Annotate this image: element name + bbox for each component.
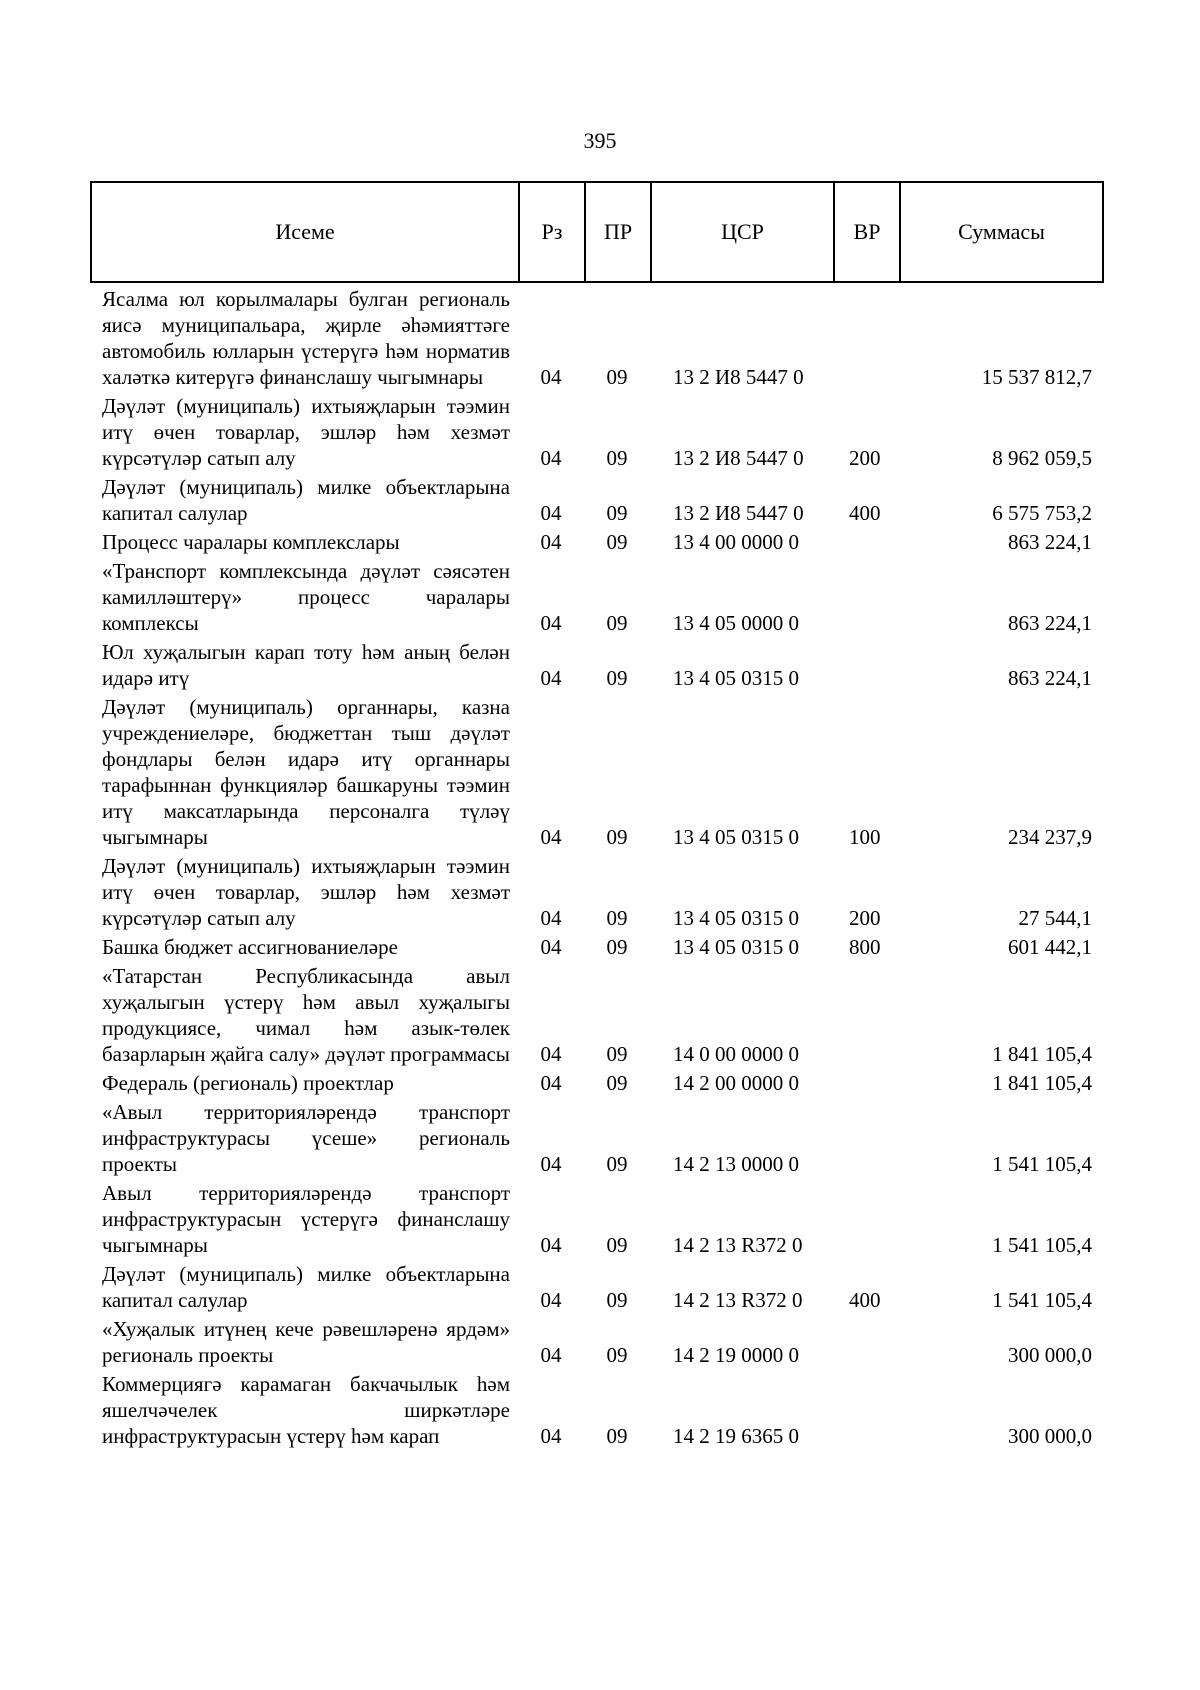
cell-name: Юл хуҗалыгын карап тоту һәм аның белән идарә итү: [102, 640, 510, 690]
cell-name: «Транспорт комплексында дәүләт сәясәтен камилләштерү» процесс чаралары комплексы: [102, 559, 510, 635]
cell-name: Дәүләт (муниципаль) милке объектларына капитал салулар: [102, 475, 510, 525]
cell-csr: 13 2 И8 5447 0: [673, 501, 804, 525]
cell-name: Дәүләт (муниципаль) милке объектларына капитал салулар: [102, 1262, 510, 1312]
cell-sum: 8 962 059,5: [992, 446, 1092, 470]
table-row: [90, 1068, 1102, 1097]
cell-pr: 09: [606, 1424, 628, 1448]
cell-pr: 09: [606, 1343, 628, 1367]
cell-rz: 04: [540, 1071, 562, 1095]
cell-name: Дәүләт (муниципаль) органнары, казна учреждениеләре, бюджеттан тыш дәүләт фондлары белән идарә итү органнары тарафыннан функцияләр башкаруны тәэмин итү максатларында персоналга түләү чыгымнары: [102, 695, 510, 849]
cell-sum: 300 000,0: [1008, 1424, 1092, 1448]
table-row: [90, 932, 1102, 961]
header-vr: ВР: [834, 182, 900, 282]
cell-pr: 09: [606, 501, 628, 525]
cell-vr: 400: [849, 501, 881, 525]
cell-csr: 14 2 19 0000 0: [673, 1343, 799, 1367]
cell-name: Дәүләт (муниципаль) ихтыяҗларын тәэмин итү өчен товарлар, эшләр һәм хезмәт күрсәтүләр сатып алу: [102, 394, 510, 470]
cell-rz: 04: [540, 1288, 562, 1312]
header-rz: Рз: [519, 182, 585, 282]
cell-name: Ясалма юл корылмалары булган региональ яисә муниципальара, җирле әһәмияттәге автомобиль юлларын үстерүгә һәм норматив халәткә китерүгә финанслашу чыгымнары: [102, 287, 510, 389]
cell-pr: 09: [606, 611, 628, 635]
cell-vr: [833, 1314, 899, 1369]
cell-rz: 04: [540, 825, 562, 849]
cell-rz: 04: [540, 1233, 562, 1257]
cell-vr: 200: [849, 906, 881, 930]
cell-rz: 04: [540, 1343, 562, 1367]
table-row: [90, 1314, 1102, 1369]
cell-csr: 13 4 05 0000 0: [673, 611, 799, 635]
page-number: 395: [583, 128, 617, 153]
cell-sum: 234 237,9: [1008, 825, 1092, 849]
header-csr: ЦСР: [651, 182, 834, 282]
cell-rz: 04: [540, 1424, 562, 1448]
cell-pr: 09: [606, 1288, 628, 1312]
cell-sum: 1 541 105,4: [992, 1233, 1092, 1257]
table-row: [90, 851, 1102, 932]
cell-name: Коммерциягә карамаган бакчачылык һәм яшелчәчелек ширкәтләре инфраструктурасын үстерү һәм карап: [102, 1372, 510, 1448]
cell-sum: 300 000,0: [1008, 1343, 1092, 1367]
table-row: [90, 1178, 1102, 1259]
budget-table: [90, 284, 1102, 1450]
cell-csr: 14 0 00 0000 0: [673, 1042, 799, 1066]
cell-vr: [833, 1068, 899, 1097]
table-row: [90, 692, 1102, 851]
cell-vr: [833, 1178, 899, 1259]
cell-csr: 13 2 И8 5447 0: [673, 365, 804, 389]
cell-pr: 09: [606, 1071, 628, 1095]
cell-vr: 800: [849, 935, 881, 959]
cell-csr: 13 4 00 0000 0: [673, 530, 799, 554]
cell-csr: 13 4 05 0315 0: [673, 825, 799, 849]
cell-sum: 27 544,1: [1018, 906, 1092, 930]
cell-rz: 04: [540, 1042, 562, 1066]
cell-sum: 1 541 105,4: [992, 1152, 1092, 1176]
cell-rz: 04: [540, 446, 562, 470]
cell-pr: 09: [606, 1233, 628, 1257]
table-row: [90, 284, 1102, 391]
cell-rz: 04: [540, 906, 562, 930]
cell-pr: 09: [606, 1152, 628, 1176]
header-name: Исеме: [91, 182, 519, 282]
cell-pr: 09: [606, 666, 628, 690]
header-sum: Суммасы: [900, 182, 1103, 282]
cell-sum: 863 224,1: [1008, 611, 1092, 635]
cell-csr: 13 4 05 0315 0: [673, 935, 799, 959]
cell-vr: [833, 961, 899, 1068]
cell-csr: 13 4 05 0315 0: [673, 666, 799, 690]
cell-pr: 09: [606, 906, 628, 930]
table-header: [90, 181, 1104, 283]
cell-pr: 09: [606, 446, 628, 470]
cell-vr: [833, 527, 899, 556]
cell-vr: [833, 1369, 899, 1450]
cell-csr: 13 4 05 0315 0: [673, 906, 799, 930]
cell-name: Авыл территорияләрендә транспорт инфраструктурасын үстерүгә финанслашу чыгымнары: [102, 1181, 510, 1257]
cell-pr: 09: [606, 530, 628, 554]
cell-vr: 100: [849, 825, 881, 849]
cell-vr: [833, 284, 899, 391]
cell-name: «Хуҗалык итүнең кече рәвешләренә ярдәм» региональ проекты: [102, 1317, 510, 1367]
cell-csr: 14 2 13 R372 0: [673, 1288, 803, 1312]
cell-name: Процесс чаралары комплекслары: [102, 530, 400, 554]
table-row: [90, 556, 1102, 637]
cell-pr: 09: [606, 365, 628, 389]
table-row: [90, 637, 1102, 692]
cell-sum: 601 442,1: [1008, 935, 1092, 959]
cell-rz: 04: [540, 611, 562, 635]
table-row: [90, 527, 1102, 556]
table-row: [90, 1259, 1102, 1314]
cell-vr: 400: [849, 1288, 881, 1312]
cell-rz: 04: [540, 666, 562, 690]
cell-vr: [833, 556, 899, 637]
cell-sum: 863 224,1: [1008, 530, 1092, 554]
cell-csr: 14 2 13 R372 0: [673, 1233, 803, 1257]
table-row: [90, 961, 1102, 1068]
cell-name: Башка бюджет ассигнованиеләре: [102, 935, 398, 959]
cell-sum: 6 575 753,2: [992, 501, 1092, 525]
cell-rz: 04: [540, 501, 562, 525]
cell-vr: [833, 637, 899, 692]
table-row: [90, 1369, 1102, 1450]
header-pr: ПР: [585, 182, 651, 282]
cell-sum: 863 224,1: [1008, 666, 1092, 690]
cell-rz: 04: [540, 365, 562, 389]
table-row: [90, 1097, 1102, 1178]
cell-csr: 14 2 19 6365 0: [673, 1424, 799, 1448]
cell-rz: 04: [540, 1152, 562, 1176]
table-row: [90, 472, 1102, 527]
cell-name: «Татарстан Республикасында авыл хуҗалыгын үстерү һәм авыл хуҗалыгы продукциясе, чимал һәм азык-төлек базарларын җайга салу» дәүләт программасы: [102, 964, 510, 1066]
cell-sum: 1 841 105,4: [992, 1042, 1092, 1066]
cell-vr: [833, 1097, 899, 1178]
cell-pr: 09: [606, 935, 628, 959]
cell-name: «Авыл территорияләрендә транспорт инфраструктурасы үсеше» региональ проекты: [102, 1100, 510, 1176]
cell-name: Федераль (региональ) проектлар: [102, 1071, 394, 1095]
cell-sum: 15 537 812,7: [981, 365, 1092, 389]
cell-csr: 13 2 И8 5447 0: [673, 446, 804, 470]
cell-vr: 200: [849, 446, 881, 470]
cell-csr: 14 2 13 0000 0: [673, 1152, 799, 1176]
cell-sum: 1 541 105,4: [992, 1288, 1092, 1312]
cell-rz: 04: [540, 530, 562, 554]
cell-sum: 1 841 105,4: [992, 1071, 1092, 1095]
table-body: [90, 284, 1102, 1450]
cell-csr: 14 2 00 0000 0: [673, 1071, 799, 1095]
cell-rz: 04: [540, 935, 562, 959]
cell-name: Дәүләт (муниципаль) ихтыяҗларын тәэмин итү өчен товарлар, эшләр һәм хезмәт күрсәтүләр сатып алу: [102, 854, 510, 930]
table-row: [90, 391, 1102, 472]
cell-pr: 09: [606, 1042, 628, 1066]
cell-pr: 09: [606, 825, 628, 849]
